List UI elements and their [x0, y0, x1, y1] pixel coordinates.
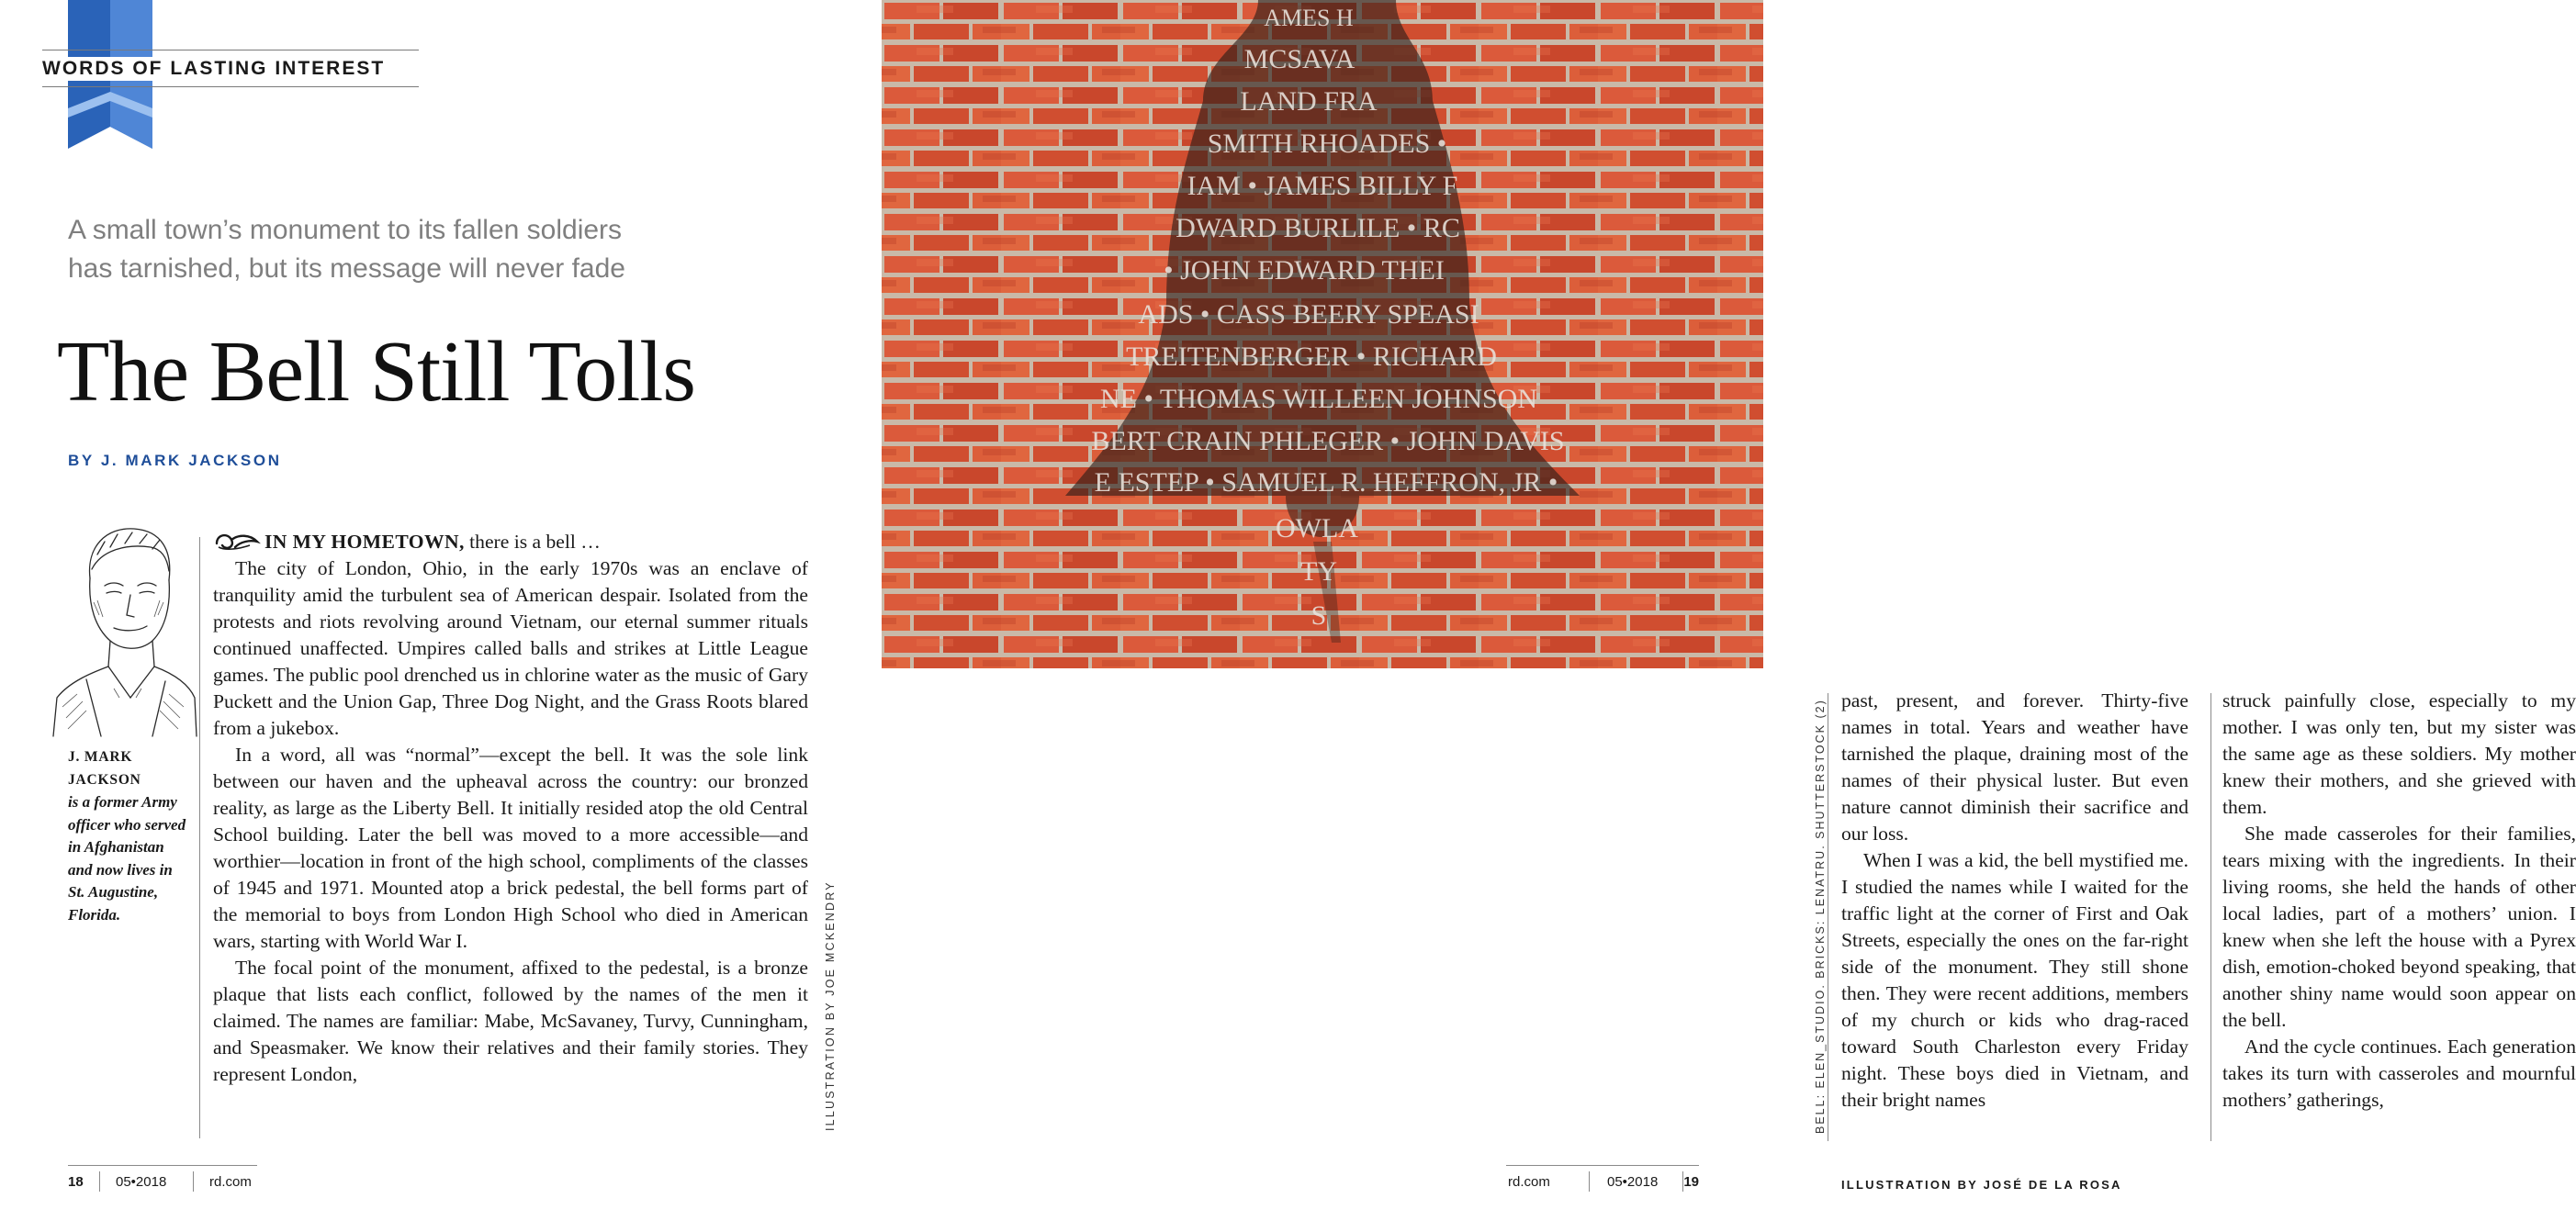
- folio-rule: [1506, 1165, 1699, 1166]
- plaque-name-line: ADS • CASS BEERY SPEASI: [1138, 299, 1479, 330]
- left-page: [0, 0, 882, 1232]
- plaque-name-line: • JOHN EDWARD THEI: [1164, 255, 1445, 286]
- section-rule-bottom: [42, 86, 419, 87]
- plaque-name-line: OWLA: [1276, 513, 1358, 543]
- page-number: 19: [1683, 1174, 1699, 1190]
- folio-divider: [99, 1171, 100, 1192]
- paragraph: And the cycle continues. Each generation takes its turn with casseroles and mournful mothers’ gatherings,: [2222, 1036, 2576, 1111]
- folio-rule: [68, 1165, 257, 1166]
- plaque-name-line: AMES H: [1264, 5, 1354, 31]
- right-page: [882, 0, 2576, 1232]
- column-rule: [2210, 693, 2211, 1141]
- author-portrait-illustration: [50, 514, 198, 736]
- dek: [68, 211, 729, 288]
- article-body-column-2: [1841, 688, 2188, 1114]
- plaque-name-line: TREITENBERGER • RICHARD: [1126, 342, 1497, 372]
- page-number: 18: [68, 1174, 84, 1190]
- opening-paragraph: [213, 529, 808, 555]
- lead-in: IN MY HOMETOWN,: [264, 531, 465, 553]
- folio-divider: [193, 1171, 194, 1192]
- bell-on-brick-wall-photo: [882, 0, 1763, 668]
- paragraph: The focal point of the monument, affixed to the pedestal, is a bronze plaque that lists each conflict, followed by the names of the men it claimed. The names are familiar: Mabe, McSavaney, Turvy, Cunningham, and Speasmaker. We know their relatives and their family stories. They represent London,: [213, 957, 808, 1085]
- paragraph: When I was a kid, the bell mystified me. I studied the names while I waited for the traffic light at the corner of First and Oak Streets, especially the ones on the far-right side of the monument. They still shone then. They were recent additions, members of my church or kids who drag-raced toward South Charleston every Friday night. These boys died in Vietnam, and their bright names: [1841, 849, 2188, 1111]
- plaque-name-line: DWARD BURLILE • RC: [1176, 213, 1460, 243]
- paragraph: She made casseroles for their families, tears mixing with the ingredients. In their living rooms, she held the hands of other local ladies, part of a mothers’ union. I knew when she left the house with a Pyrex dish, emotion-choked beyond speaking, that another shiny name would soon appear on the bell.: [2222, 823, 2576, 1031]
- article-body-column-1: [213, 529, 808, 1088]
- bio-name-line-2: JACKSON: [68, 771, 141, 788]
- plaque-name-line: TY: [1300, 556, 1337, 587]
- byline: BY J. MARK JACKSON: [68, 452, 282, 469]
- photo-credit: BELL: ELEN_STUDIO. BRICKS: LENATRU. SHUTTERSTOCK (2): [1814, 699, 1827, 1134]
- paragraph: struck painfully close, especially to my mother. I was only ten, but my sister was the same age as these soldiers. My mother knew their mothers, and she grieved with them.: [2222, 689, 2576, 818]
- illustration-credit: ILLUSTRATION BY JOE MCKENDRY: [824, 880, 837, 1131]
- paragraph: past, present, and forever. Thirty-five names in total. Years and weather have tarnished the plaque, draining most of the names of their physical luster. But even nature cannot diminish their sacrifice and our loss.: [1841, 689, 2188, 845]
- folio-divider: [1589, 1171, 1590, 1192]
- plaque-name-line: NE • THOMAS WILLEEN JOHNSON: [1099, 384, 1538, 414]
- article-title: The Bell Still Tolls: [57, 324, 696, 420]
- opening-sentence: there is a bell …: [464, 531, 601, 553]
- dek-line-2: has tarnished, but its message will never fade: [68, 253, 625, 284]
- paragraph: In a word, all was “normal”—except the bell. It was the sole link between our haven and the upheaval across the country: our bronzed reality, as large as the Liberty Bell. It initially resided atop the old Central School building. Later the bell was moved to a more accessible—and worthier—location in front of the high school, compliments of the classes of 1945 and 1971. Mounted atop a brick pedestal, the bell forms part of the memorial to boys from London High School who died in American wars, starting with World War I.: [213, 744, 808, 952]
- illustration-credit-bottom: ILLUSTRATION BY JOSÉ DE LA ROSA: [1841, 1178, 2122, 1192]
- paragraph: The city of London, Ohio, in the early 1970s was an enclave of tranquility amid the turbulent sea of American despair. Isolated from the protests and riots revolving around Vietnam, our eternal summer rituals continued unaffected. Umpires called balls and strikes at Little League games. The public pool drenched us in chlorine water as the music of Gary Puckett and the Union Gap, Three Dog Night, and the Grass Roots blared from a jukebox.: [213, 557, 808, 739]
- bio-name-line-1: J. MARK: [68, 749, 133, 765]
- article-body-column-3: [2222, 688, 2576, 1114]
- column-rule: [199, 537, 200, 1138]
- author-bio: [68, 746, 187, 926]
- ornament-dingbat-icon: [213, 531, 261, 551]
- site-name: rd.com: [1508, 1174, 1550, 1190]
- plaque-name-line: IAM • JAMES BILLY F: [1187, 171, 1458, 201]
- issue-date: 05•2018: [1607, 1174, 1659, 1190]
- plaque-name-line: BERT CRAIN PHLEGER • JOHN DAVIS: [1091, 426, 1565, 456]
- issue-date: 05•2018: [116, 1174, 167, 1190]
- plaque-name-line: MCSAVA: [1243, 44, 1355, 74]
- bio-text: is a former Army officer who served in Afghanistan and now lives in St. Augustine, Florida.: [68, 793, 186, 924]
- plaque-name-line: E ESTEP • SAMUEL R. HEFFRON, JR •: [1094, 467, 1558, 498]
- site-name: rd.com: [209, 1174, 252, 1190]
- plaque-name-line: LAND FRA: [1240, 86, 1378, 117]
- section-label: WORDS OF LASTING INTEREST: [42, 57, 419, 81]
- plaque-name-line: S: [1310, 600, 1327, 631]
- dek-line-1: A small town’s monument to its fallen soldiers: [68, 215, 623, 245]
- plaque-name-line: SMITH RHOADES •: [1207, 129, 1447, 159]
